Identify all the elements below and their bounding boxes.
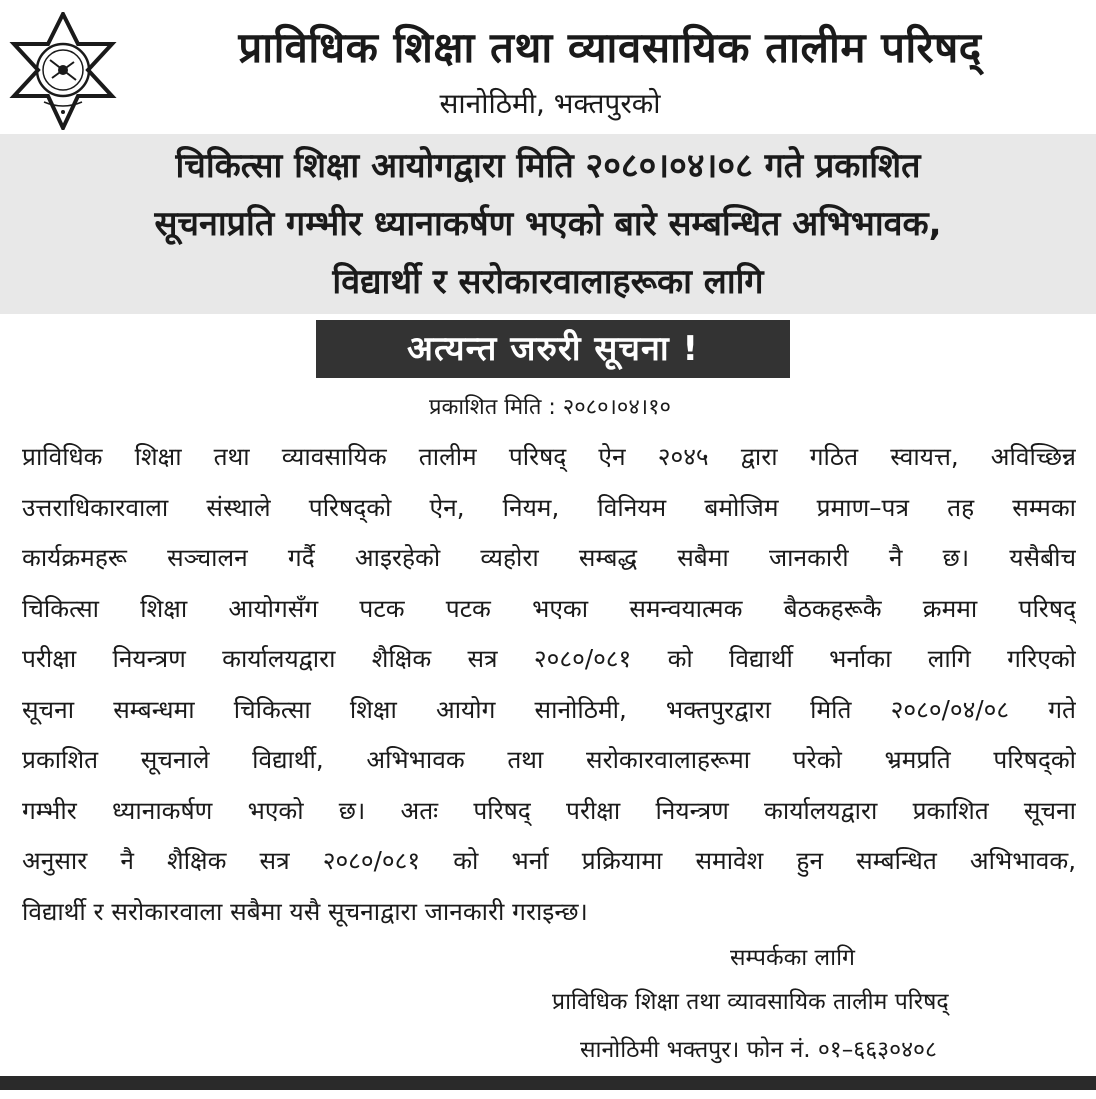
contact-address: सानोठिमी भक्तपुर। फोन नं. ०१–६६३०४०८	[580, 1037, 937, 1063]
subject-line: चिकित्सा शिक्षा आयोगद्वारा मिति २०८०।०४।०८ गते प्रकाशित	[175, 146, 921, 186]
subject-band	[0, 134, 1096, 314]
organization-title: प्राविधिक शिक्षा तथा व्यावसायिक तालीम परिषद्	[238, 23, 982, 72]
body-line: अनुसार नै शैक्षिक सत्र २०८०/०८१ को भर्ना प्रक्रियामा समावेश हुन सम्बन्धित अभिभावक,	[22, 846, 1076, 875]
body-line: प्रकाशित सूचनाले विद्यार्थी, अभिभावक तथा सरोकारवालाहरूमा परेको भ्रमप्रति परिषद्को	[22, 745, 1076, 774]
body-line: कार्यक्रमहरू सञ्चालन गर्दै आइरहेको व्यहोरा सम्बद्ध सबैमा जानकारी नै छ। यसैबीच	[22, 543, 1076, 572]
header	[0, 0, 1096, 132]
body-line: विद्यार्थी र सरोकारवाला सबैमा यसै सूचनाद्वारा जानकारी गराइन्छ।	[22, 896, 588, 926]
contact-organization: प्राविधिक शिक्षा तथा व्यावसायिक तालीम परिषद्	[552, 989, 949, 1015]
contact-label: सम्पर्कका लागि	[730, 945, 856, 971]
published-date: प्रकाशित मिति : २०८०।०४।१०	[429, 395, 671, 420]
body-line: प्राविधिक शिक्षा तथा व्यावसायिक तालीम परिषद् ऐन २०४५ द्वारा गठित स्वायत्त, अविच्छिन्न	[22, 442, 1076, 471]
body-line: सूचना सम्बन्धमा चिकित्सा शिक्षा आयोग सानोठिमी, भक्तपुरद्वारा मिति २०८०/०४/०८ गते	[22, 694, 1076, 724]
body-line: परीक्षा नियन्त्रण कार्यालयद्वारा शैक्षिक सत्र २०८०/०८१ को विद्यार्थी भर्नाका लागि गरिएको	[22, 644, 1076, 673]
body-line: चिकित्सा शिक्षा आयोगसँग पटक पटक भएका समन्वयात्मक बैठकहरूकै क्रममा परिषद्	[22, 593, 1076, 623]
subject-line: विद्यार्थी र सरोकारवालाहरूका लागि	[332, 262, 764, 302]
subject-line: सूचनाप्रति गम्भीर ध्यानाकर्षण भएको बारे सम्बन्धित अभिभावक,	[154, 204, 942, 244]
organization-location: सानोठिमी, भक्तपुरको	[439, 87, 661, 120]
body-line: गम्भीर ध्यानाकर्षण भएको छ। अतः परिषद् परीक्षा नियन्त्रण कार्यालयद्वारा प्रकाशित सूचना	[22, 795, 1076, 825]
notice-body	[22, 432, 1076, 937]
urgent-notice-banner: अत्यन्त जरुरी सूचना !	[316, 320, 790, 378]
nepal-emblem-star-icon	[8, 12, 118, 130]
body-line: उत्तराधिकारवाला संस्थाले परिषद्को ऐन, नियम, विनियम बमोजिम प्रमाण–पत्र तह सम्मका	[22, 492, 1076, 522]
bottom-divider	[0, 1076, 1096, 1090]
